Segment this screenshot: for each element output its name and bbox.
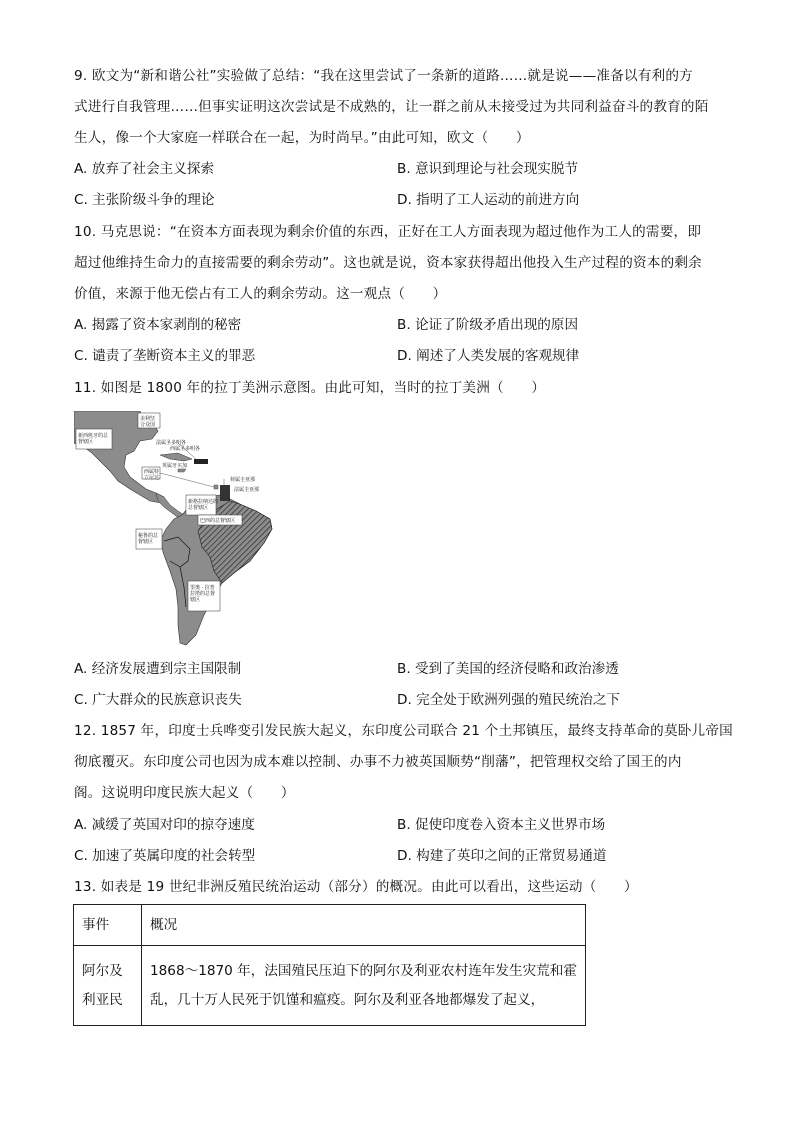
q9-stem-line-2: 式进行自我管理……但事实证明这次尝试是不成熟的，让一群之前从未接受过为共同利益奋斗的教育的陌 [74,99,709,115]
map-label-new-granada-line: 新格拉纳达的 [188,499,219,505]
q12-stem-line-1: 12. 1857 年，印度士兵哗变引发民族大起义，东印度公司联合 21 个土邦镇压，最终支持革命的莫卧儿帝国 [74,723,733,739]
map-label-trinidad [144,468,159,481]
map-trinidad [214,485,218,489]
q11-option-a: A. 经济发展遭到宗主国限制 [74,661,242,677]
q10-option-a: A. 揭露了资本家剥削的秘密 [74,317,242,333]
q13-table [73,904,586,1026]
q12-option-c: C. 加速了英属印度的社会转型 [74,848,256,864]
map-label-brazil-line: 巴西的总督辖区 [200,518,236,524]
q10-stem-line-3: 价值，来源于他无偿占有工人的剩余劳动。这一观点（ ） [74,286,447,302]
map-label-peru-line: 督辖区 [138,539,154,545]
map-label-spanish-dom-line: 西属圣多明各 [170,446,201,452]
q12-stem-line-2: 彻底覆灭。东印度公司也因为成本难以控制、办事不力被英国顺势“削藩”，把管理权交给了国王的内 [74,754,682,770]
q10-stem-line-2: 超过他维持生命力的直接需要的剩余劳动”。这也就是说，资本家获得超出他投入生产过程的资本的剩余 [74,255,702,271]
map-guianas [220,485,230,501]
q9-option-a: A. 放弃了社会主义探索 [74,161,215,177]
map-label-new-granada-line: 总督辖区 [188,505,209,511]
q11-stem: 11. 如图是 1800 年的拉丁美洲示意图。由此可知，当时的拉丁美洲（ ） [74,380,546,396]
map-label-spanish-dom [170,445,200,452]
map-label-french-dom-line: 法属圣多明各 [156,440,187,446]
map-label-jamaica-line: 英属牙买加 [162,463,188,469]
map-label-usa [140,415,155,428]
q11-option-b: B. 受到了美国的经济侵略和政治渗透 [397,661,619,677]
q13-stem: 13. 如表是 19 世纪非洲反殖民统治运动（部分）的概况。由此可以看出，这些运动（ ） [74,879,638,895]
table-cell-summary-line-1: 1868～1870 年，法国殖民压迫下的阿尔及利亚农村连年发生灾荒和霍 [150,963,577,979]
table-header-summary: 概况 [142,905,586,946]
map-label-rio-plata-line: 拉塔的总督 [190,591,216,597]
q11-option-d: D. 完全处于欧洲列强的殖民统治之下 [397,692,621,708]
table-cell-event-line-2: 利亚民 [82,992,123,1008]
table-header-row [74,905,586,946]
latin-america-1800-map [74,411,282,647]
map-label-rio-plata-line: 辖区 [190,597,201,603]
q9-stem-line-1: 9. 欧文为“新和谐公社”实验做了总结：“我在这里尝试了一条新的道路……就是说——准备以有利的方 [74,68,693,84]
map-label-french-dom [156,439,186,446]
map-label-new-spain-line: 新西班牙的总 [78,433,109,439]
q9-option-d: D. 指明了工人运动的前进方向 [397,192,580,208]
q12-stem-line-3: 阁。这说明印度民族大起义（ ） [74,785,295,801]
table-row [74,946,586,1026]
q9-stem-line-3: 生人，像一个大家庭一样联合在一起，为时尚早。”由此可知，欧文（ ） [74,130,530,146]
map-hispaniola [194,459,208,464]
q11-option-c: C. 广大群众的民族意识丧失 [74,692,242,708]
q9-option-c: C. 主张阶级斗争的理论 [74,192,215,208]
table-cell-summary [142,946,586,1026]
q10-option-d: D. 阐述了人类发展的客观规律 [397,348,580,364]
map-label-trinidad-line: 立尼达 [144,475,160,481]
map-label-new-spain-line: 督辖区 [78,439,94,445]
q12-option-b: B. 促使印度卷入资本主义世界市场 [397,817,606,833]
q10-option-c: C. 谴责了垄断资本主义的罪恶 [74,348,256,364]
q10-option-b: B. 论证了阶级矛盾出现的原因 [397,317,579,333]
q9-option-b: B. 意识到理论与社会现实脱节 [397,161,579,177]
table-header-event: 事件 [74,905,142,946]
map-label-peru-line: 秘鲁的总 [138,533,159,539]
table-cell-event-line-1: 阿尔及 [82,963,123,979]
map-label-french-guiana-line: 法属圭亚那 [234,487,260,493]
q12-option-a: A. 减缓了英国对印的掠夺速度 [74,817,255,833]
map-label-usa-line: 合众国 [140,422,156,428]
map-label-rio-plata-line: 里奥 · 拉普 [190,585,215,591]
q10-stem-line-1: 10. 马克思说：“在资本方面表现为剩余价值的东西，正好在工人方面表现为超过他作为工人的需要，即 [74,224,702,240]
table-cell-event [74,946,142,1026]
map-label-dutch-guiana [230,476,255,483]
map-label-jamaica [162,462,187,469]
map-label-trinidad-line: 西属特 [144,469,160,475]
map-label-french-guiana [234,486,259,493]
table-cell-summary-line-2: 乱，几十万人民死于饥馑和瘟疫。阿尔及利亚各地都爆发了起义， [150,992,545,1008]
map-label-brazil [200,517,235,524]
map-label-dutch-guiana-line: 荷属圭亚那 [230,477,256,483]
map-label-usa-line: 美利坚 [140,416,156,422]
q12-option-d: D. 构建了英印之间的正常贸易通道 [397,848,607,864]
